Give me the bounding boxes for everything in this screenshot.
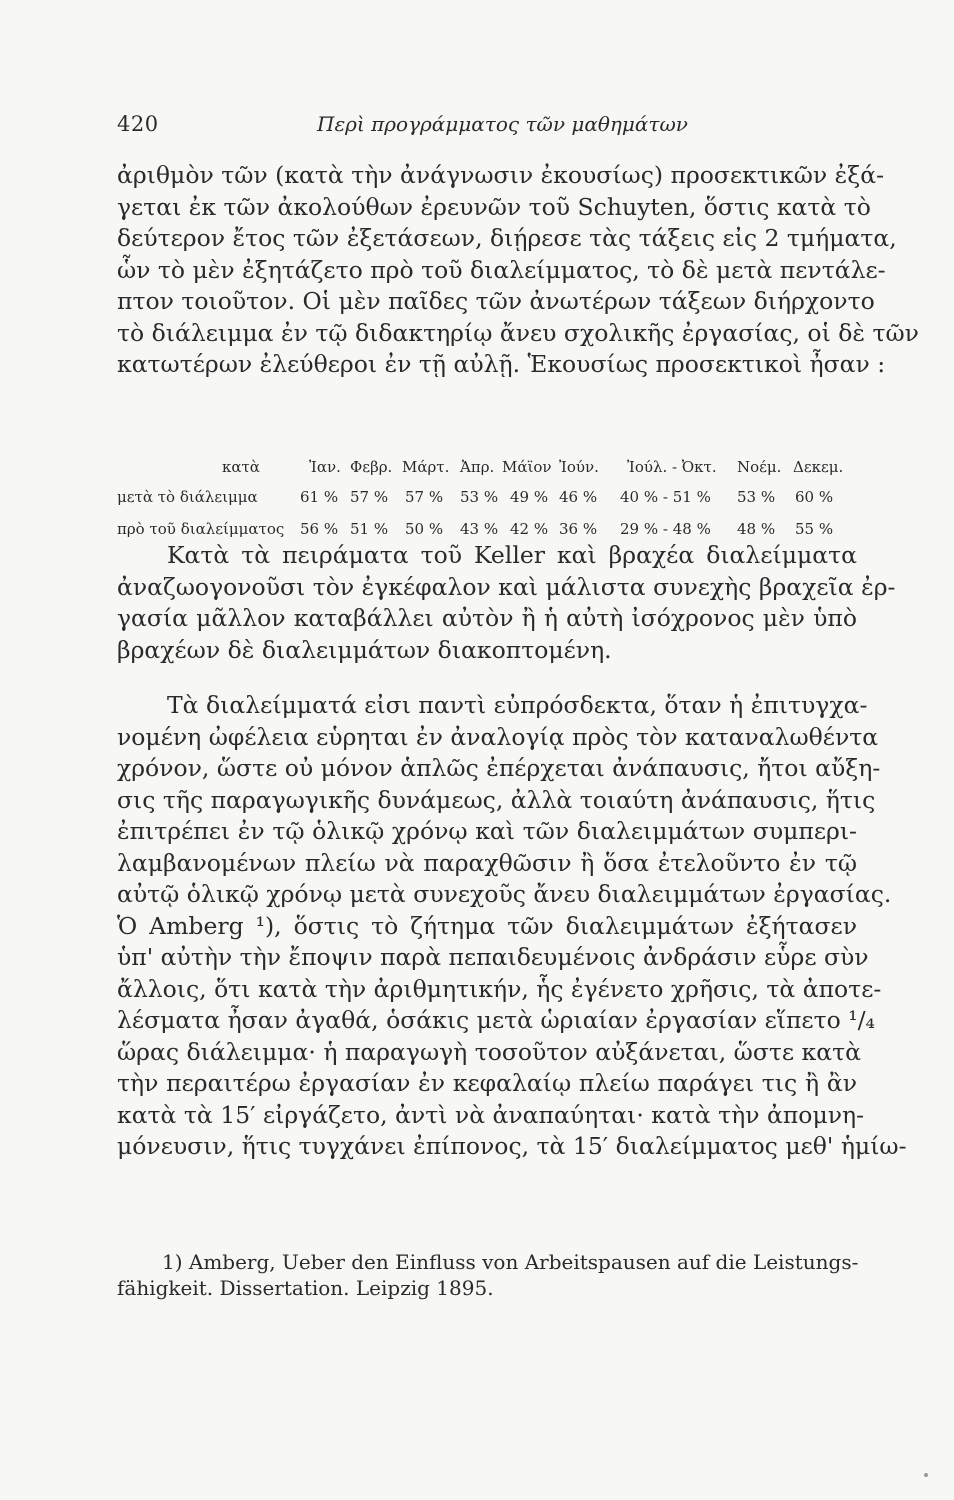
- month-label: Μάρτ.: [402, 458, 450, 476]
- text-line: Κατὰ τὰ πειράματα τοῦ Keller καὶ βραχέα διαλείμματα: [167, 541, 857, 569]
- paragraph-3: [117, 690, 907, 1163]
- text-line: ἐπιτρέπει ἐν τῷ ὁλικῷ χρόνῳ καὶ τῶν διαλειμμάτων συμπερι-: [117, 817, 857, 845]
- text-line: Τὰ διαλείμματά εἰσι παντὶ εὐπρόσδεκτα, ὅταν ἡ ἐπιτυγχα-: [167, 691, 868, 719]
- text-line: ὑπ' αὐτὴν τὴν ἔποψιν παρὰ πεπαιδευμένοις ἀνδράσιν εὗρε σὺν: [117, 943, 869, 971]
- month-label: Ἰούν.: [559, 458, 599, 476]
- table-cell: 46 %: [559, 488, 598, 506]
- month-label: Δεκεμ.: [793, 458, 844, 476]
- text-line: γασία μᾶλλον καταβάλλει αὐτὸν ἢ ἡ αὐτὴ ἰσόχρονος μὲν ὑπὸ: [117, 604, 857, 632]
- text-line: νομένη ὠφέλεια εὑρηται ἐν ἀναλογίᾳ πρὸς τὸν καταναλωθέντα: [117, 722, 879, 751]
- table-header-label: κατὰ: [222, 458, 260, 476]
- table-cell: 29 % - 48 %: [620, 520, 711, 538]
- paragraph-1: [117, 160, 919, 381]
- text-line: ἄλλοις, ὅτι κατὰ τὴν ἀριθμητικήν, ἧς ἐγένετο χρῆσις, τὰ ἀποτε-: [117, 974, 882, 1003]
- text-line: τὸ διάλειμμα ἐν τῷ διδακτηρίῳ ἄνευ σχολικῆς ἐργασίας, οἱ δὲ τῶν: [117, 318, 919, 347]
- table-cell: 49 %: [510, 488, 549, 506]
- month-label: Ἰούλ. - Ὀκτ.: [627, 458, 717, 476]
- month-label: Μάϊον: [502, 458, 552, 476]
- table-cell: 53 %: [460, 488, 499, 506]
- text-line: κατὰ τὰ 15′ εἰργάζετο, ἀντὶ νὰ ἀναπαύηται· κατὰ τὴν ἀπομνη-: [117, 1100, 865, 1129]
- text-line: κατωτέρων ἐλεύθεροι ἐν τῇ αὐλῇ. Ἑκουσίως προσεκτικοὶ ἦσαν :: [117, 350, 886, 378]
- table-cell: 53 %: [737, 488, 776, 506]
- text-line: βραχέων δὲ διαλειμμάτων διακοπτομένη.: [117, 635, 612, 664]
- text-line: ὧν τὸ μὲν ἐξητάζετο πρὸ τοῦ διαλείμματος, τὸ δὲ μετὰ πεντάλε-: [117, 255, 886, 284]
- footnote-line: fähigkeit. Dissertation. Leipzig 1895.: [117, 1276, 494, 1300]
- table-cell: 40 % - 51 %: [620, 488, 711, 506]
- table-cell: 48 %: [737, 520, 776, 538]
- text-line: χρόνον, ὥστε οὐ μόνον ἁπλῶς ἐπέρχεται ἀνάπαυσις, ἤτοι αὔξη-: [117, 754, 881, 782]
- text-line: μόνευσιν, ἥτις τυγχάνει ἐπίπονος, τὰ 15′ διαλείμματος μεθ' ἡμίω-: [117, 1132, 907, 1160]
- paragraph-2: [117, 540, 896, 666]
- footnote: [117, 1249, 857, 1301]
- row-label: πρὸ τοῦ διαλείμματος: [117, 520, 285, 538]
- table-cell: 50 %: [405, 520, 444, 538]
- month-label: Ἀπρ.: [460, 458, 495, 476]
- text-line: ἀριθμὸν τῶν (κατὰ τὴν ἀνάγνωσιν ἐκουσίως) προσεκτικῶν ἐξά-: [117, 161, 885, 189]
- table-cell: 43 %: [460, 520, 499, 538]
- text-line: τὴν περαιτέρω ἐργασίαν ἐν κεφαλαίῳ πλείω παράγει τις ἢ ἂν: [117, 1069, 857, 1097]
- table-cell: 57 %: [405, 488, 444, 506]
- month-label: Νοέμ.: [737, 458, 782, 476]
- page-header: [117, 112, 857, 142]
- table-cell: 51 %: [350, 520, 389, 538]
- footnote-line: 1) Amberg, Ueber den Einfluss von Arbeitspausen auf die Leistungs-: [162, 1250, 859, 1274]
- table-cell: 60 %: [795, 488, 834, 506]
- text-line: πτον τοιοῦτον. Οἱ μὲν παῖδες τῶν ἀνωτέρων τάξεων διήρχοντο: [117, 287, 875, 315]
- table-cell: 55 %: [795, 520, 834, 538]
- text-line: ἀναζωογονοῦσι τὸν ἐγκέφαλον καὶ μάλιστα συνεχὴς βραχεῖα ἐρ-: [117, 572, 896, 601]
- text-line: γεται ἐκ τῶν ἀκολούθων ἐρευνῶν τοῦ Schuyten, ὅστις κατὰ τὸ: [117, 192, 871, 221]
- text-line: ὥρας διάλειμμα· ἡ παραγωγὴ τοσοῦτον αὐξάνεται, ὥστε κατὰ: [117, 1037, 861, 1066]
- table-cell: 57 %: [350, 488, 389, 506]
- text-line: δεύτερον ἔτος τῶν ἐξετάσεων, διῄρεσε τὰς τάξεις εἰς 2 τμήματα,: [117, 224, 897, 252]
- table-cell: 56 %: [300, 520, 339, 538]
- table-cell: 42 %: [510, 520, 549, 538]
- page-number: 420: [117, 112, 159, 136]
- paper-speck: [924, 1473, 928, 1477]
- text-line: σις τῆς παραγωγικῆς δυνάμεως, ἀλλὰ τοιαύτη ἀνάπαυσις, ἥτις: [117, 785, 876, 814]
- text-line: λέσματα ἦσαν ἀγαθά, ὁσάκις μετὰ ὡριαίαν ἐργασίαν εἵπετο ¹/₄: [117, 1006, 875, 1034]
- text-line: λαμβανομένων πλείω νὰ παραχθῶσιν ἢ ὅσα ἐτελοῦντο ἐν τῷ: [117, 848, 857, 877]
- table-cell: 61 %: [300, 488, 339, 506]
- row-label: μετὰ τὸ διάλειμμα: [117, 488, 258, 506]
- text-line: αὐτῷ ὁλικῷ χρόνῳ μετὰ συνεχοῦς ἄνευ διαλειμμάτων ἐργασίας.: [117, 880, 892, 908]
- month-label: Φεβρ.: [350, 458, 393, 476]
- running-head: Περὶ προγράμματος τῶν μαθημάτων: [317, 112, 688, 136]
- text-line: Ὁ Amberg ¹), ὅστις τὸ ζήτημα τῶν διαλειμμάτων ἐξήτασεν: [117, 911, 857, 940]
- month-label: Ἰαν.: [309, 458, 341, 476]
- table-cell: 36 %: [559, 520, 598, 538]
